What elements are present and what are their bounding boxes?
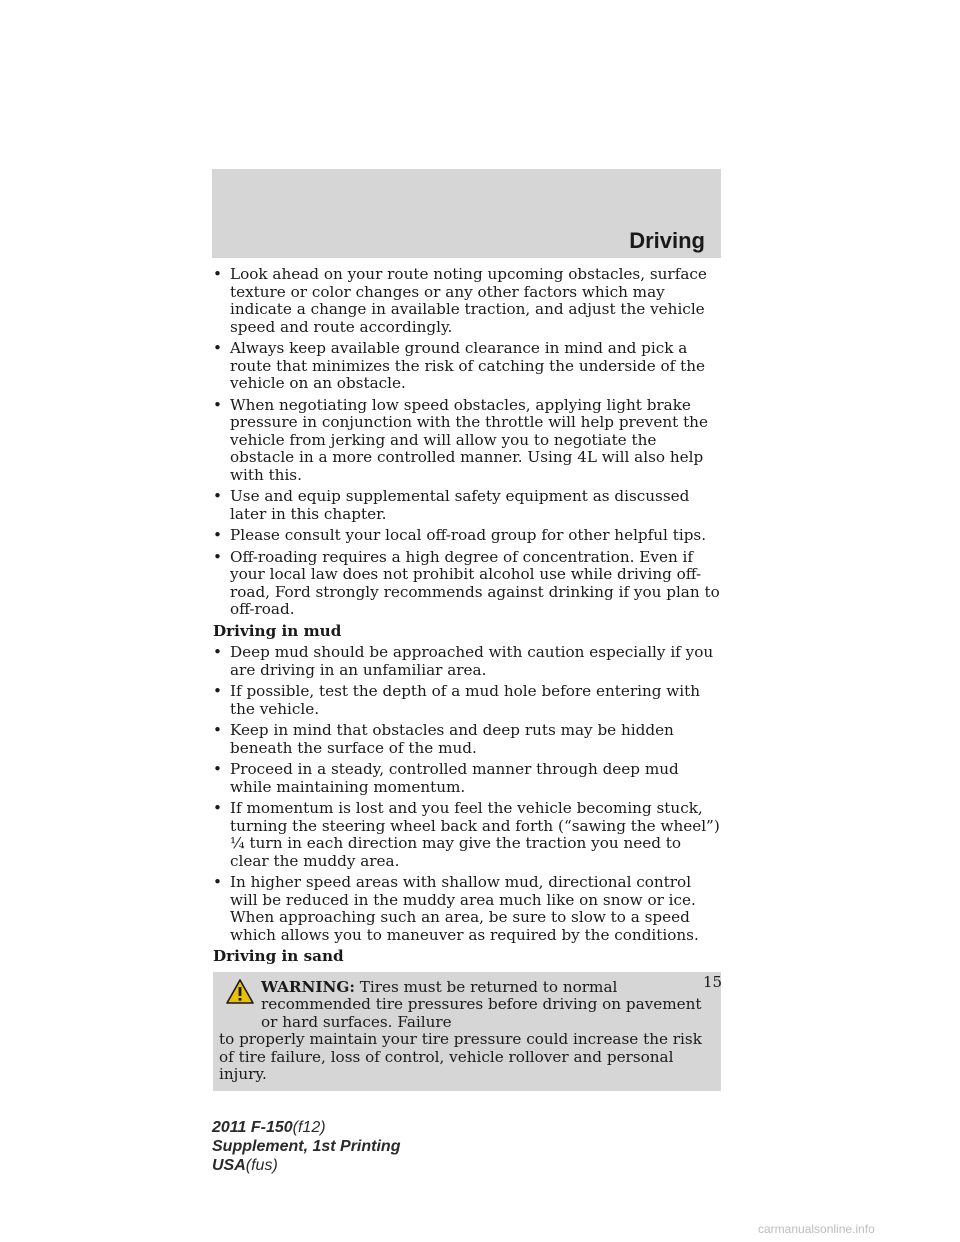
bullet-icon: • bbox=[213, 873, 222, 891]
list-item: • Always keep available ground clearance in mind and pick a route that minimizes the risk of catching the underside of the vehicle on an obstacle. bbox=[213, 339, 706, 392]
footer-model: 2011 F-150 bbox=[212, 1119, 293, 1136]
bullet-icon: • bbox=[213, 526, 222, 544]
warning-text-rest: to properly maintain your tire pressure could increase the risk of tire failure, loss of control, vehicle rollover and personal injury. bbox=[219, 1030, 702, 1083]
bullet-icon: • bbox=[213, 643, 222, 661]
watermark: carmanualsonline.info bbox=[758, 1222, 875, 1236]
footer-model-code: (f12) bbox=[292, 1119, 326, 1136]
sand-heading: Driving in sand bbox=[213, 947, 344, 965]
warning-triangle-icon bbox=[225, 978, 255, 1005]
page-number: 15 bbox=[703, 973, 723, 991]
mud-heading: Driving in mud bbox=[213, 621, 342, 640]
bullet-icon: • bbox=[213, 547, 222, 566]
warning-box bbox=[213, 972, 721, 1091]
list-item: • Proceed in a steady, controlled manner through deep mud while maintaining momentum. bbox=[213, 760, 679, 796]
footer-region-code: (fus) bbox=[245, 1157, 278, 1174]
warning-first-line bbox=[219, 979, 717, 1032]
list-item: • If possible, test the depth of a mud hole before entering with the vehicle. bbox=[213, 682, 701, 718]
bullet-icon: • bbox=[213, 339, 222, 357]
list-item: • In higher speed areas with shallow mud, directional control will be reduced in the muddy area much like on snow or ice. When approaching such an area, be sure to slow to a speed which allows you to maneuver as required by the conditions. bbox=[213, 873, 699, 944]
bullet-icon: • bbox=[213, 682, 222, 700]
list-item: • Look ahead on your route noting upcoming obstacles, surface texture or color changes or any other factors which may indicate a change in available traction, and adjust the vehicle speed and route accordingly. bbox=[213, 265, 707, 336]
list-item: • Off-roading requires a high degree of concentration. Even if your local law does not prohibit alcohol use while driving off-road, Ford strongly recommends against drinking if you plan to off-road. bbox=[213, 547, 720, 618]
footer bbox=[212, 1118, 400, 1175]
bullet-icon: • bbox=[213, 395, 222, 414]
list-item: • Please consult your local off-road group for other helpful tips. bbox=[213, 526, 707, 544]
bullet-icon: • bbox=[213, 721, 222, 739]
bullet-icon: • bbox=[213, 799, 222, 817]
bullet-icon: • bbox=[213, 487, 222, 505]
footer-line-region bbox=[212, 1156, 400, 1175]
section-title: Driving bbox=[629, 228, 705, 253]
page-content bbox=[213, 266, 723, 1091]
warning-text: Tires must be returned to normal recommended tire pressures before driving on pavement or hard surfaces. Failure bbox=[261, 977, 702, 1031]
list-item: • Deep mud should be approached with caution especially if you are driving in an unfamiliar area. bbox=[213, 643, 714, 679]
bullet-icon: • bbox=[213, 265, 222, 283]
list-item: • If momentum is lost and you feel the vehicle becoming stuck, turning the steering wheel back and forth (“sawing the wheel”) ¼ turn in each direction may give the traction you need to clear the muddy area. bbox=[213, 799, 720, 870]
list-item: • Keep in mind that obstacles and deep ruts may be hidden beneath the surface of the mud. bbox=[213, 721, 674, 757]
list-item: • Use and equip supplemental safety equipment as discussed later in this chapter. bbox=[213, 487, 690, 523]
section-header-band bbox=[212, 169, 721, 258]
footer-edition: Supplement, 1st Printing bbox=[212, 1138, 401, 1155]
footer-line-model bbox=[212, 1118, 400, 1137]
bullet-icon: • bbox=[213, 760, 222, 778]
warning-label: WARNING: bbox=[261, 977, 355, 996]
list-item: • When negotiating low speed obstacles, applying light brake pressure in conjunction with the throttle will help prevent the vehicle from jerking and will allow you to negotiate the obstacle in a more controlled manner. Using 4L will also help with this. bbox=[213, 395, 708, 484]
footer-region: USA bbox=[212, 1157, 246, 1174]
